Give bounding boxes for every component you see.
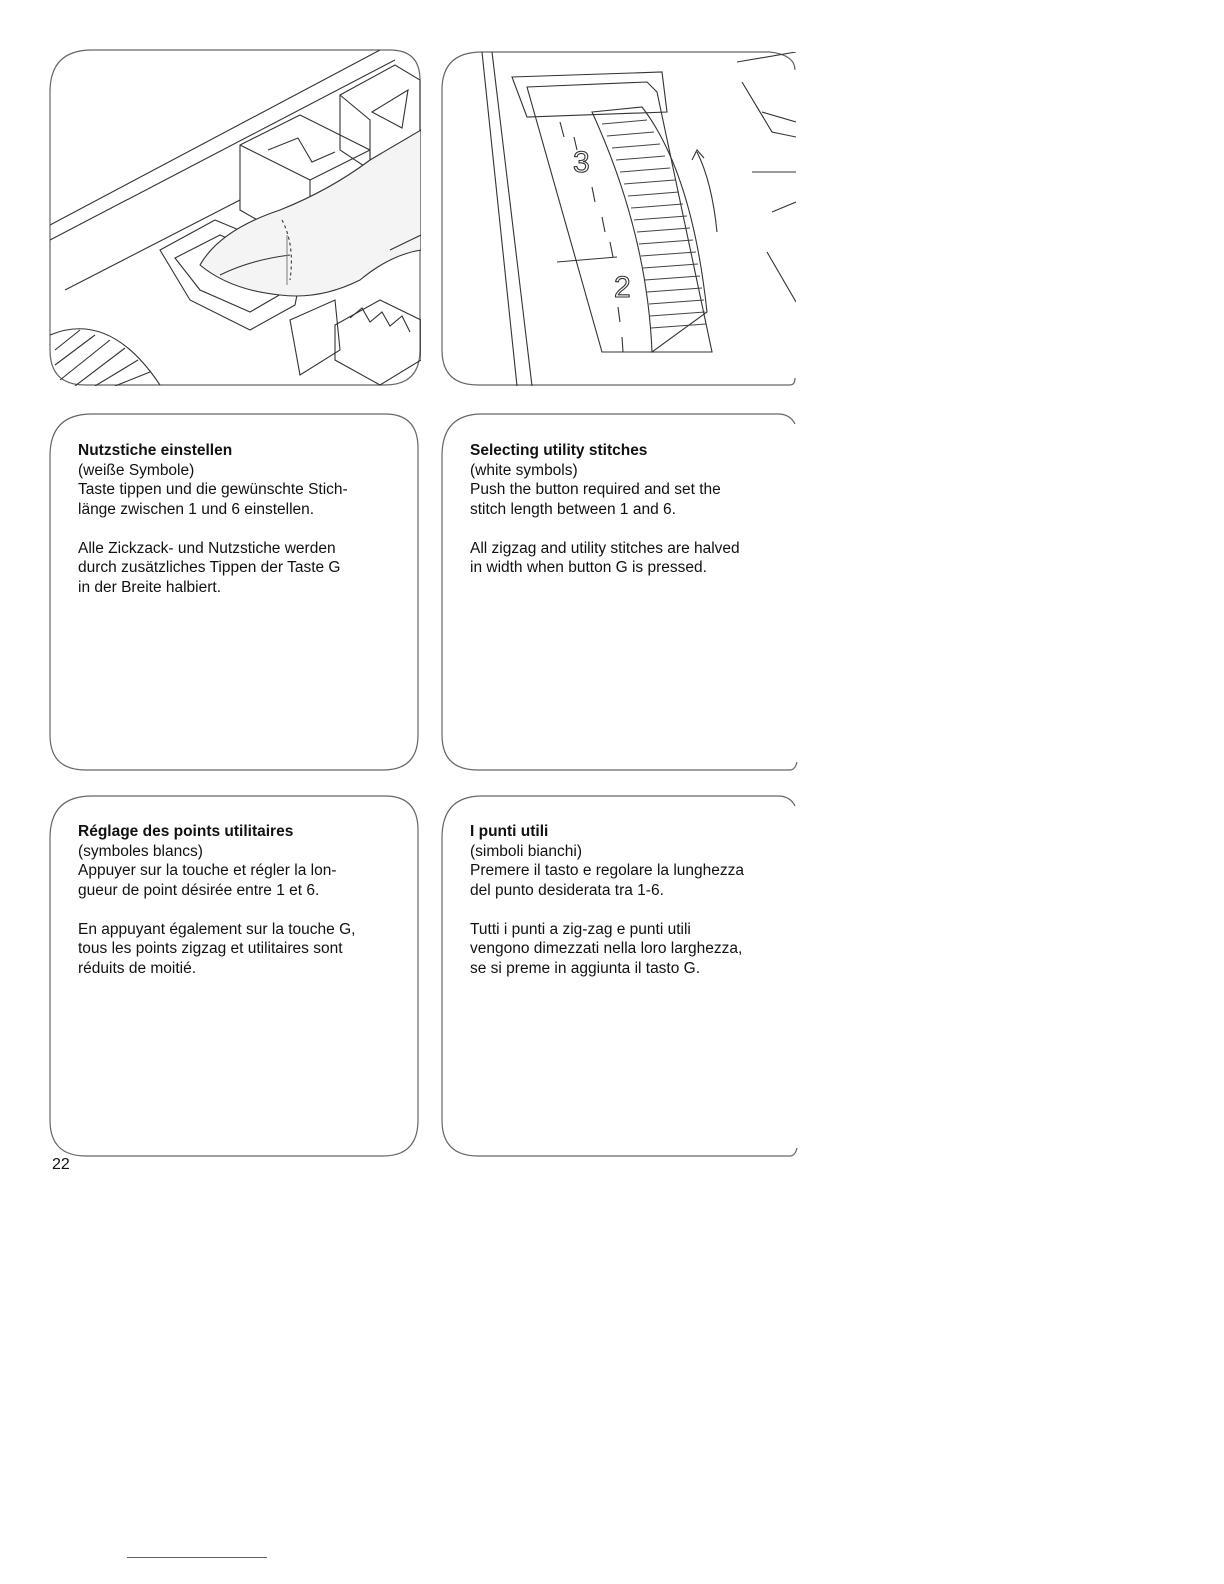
section-title: Réglage des points utilitaires (78, 823, 294, 840)
page-number: 22 (52, 1156, 70, 1173)
finger (200, 130, 421, 296)
section-title: Selecting utility stitches (470, 442, 648, 459)
section-title: Nutzstiche einstellen (78, 442, 233, 459)
section-de: Nutzstiche einstellen (weiße Symbole) Taste tippen und die gewünschte Stich- länge zwischen 1 und 6 einstellen. Alle Zickzack- und Nutzstiche werden durch zusätzliches Tippen der Taste G in der Breite halbiert. (78, 442, 348, 596)
illustration-finger-pressing-key (50, 50, 421, 386)
section-en: Selecting utility stitches (white symbols) Push the button required and set the stitch length between 1 and 6. All zigzag and utility stitches are halved in width when button G is pressed. (470, 442, 740, 576)
rotation-arrow (697, 152, 717, 232)
footer-rule (127, 1557, 267, 1558)
key-g (290, 300, 340, 375)
dial-number-2: 2 (614, 271, 631, 304)
illustration-stitch-length-dial (442, 52, 796, 386)
ribbed-wheel (592, 107, 707, 352)
section-fr: Réglage des points utilitaires (symboles blancs) Appuyer sur la touche et régler la lon- gueur de point désirée entre 1 et 6. En appuyant également sur la touche G, tous les points zigzag et utilitaires sont réduits de moitié. (78, 823, 356, 977)
section-it: I punti utili (simboli bianchi) Premere il tasto e regolare la lunghezza del punto desiderata tra 1-6. Tutti i punti a zig-zag e punti utili vengono dimezzati nella loro larghezza, se si preme in aggiunta il tasto G. (470, 823, 744, 977)
section-title: I punti utili (470, 823, 549, 840)
dial-number-3: 3 (573, 146, 590, 179)
